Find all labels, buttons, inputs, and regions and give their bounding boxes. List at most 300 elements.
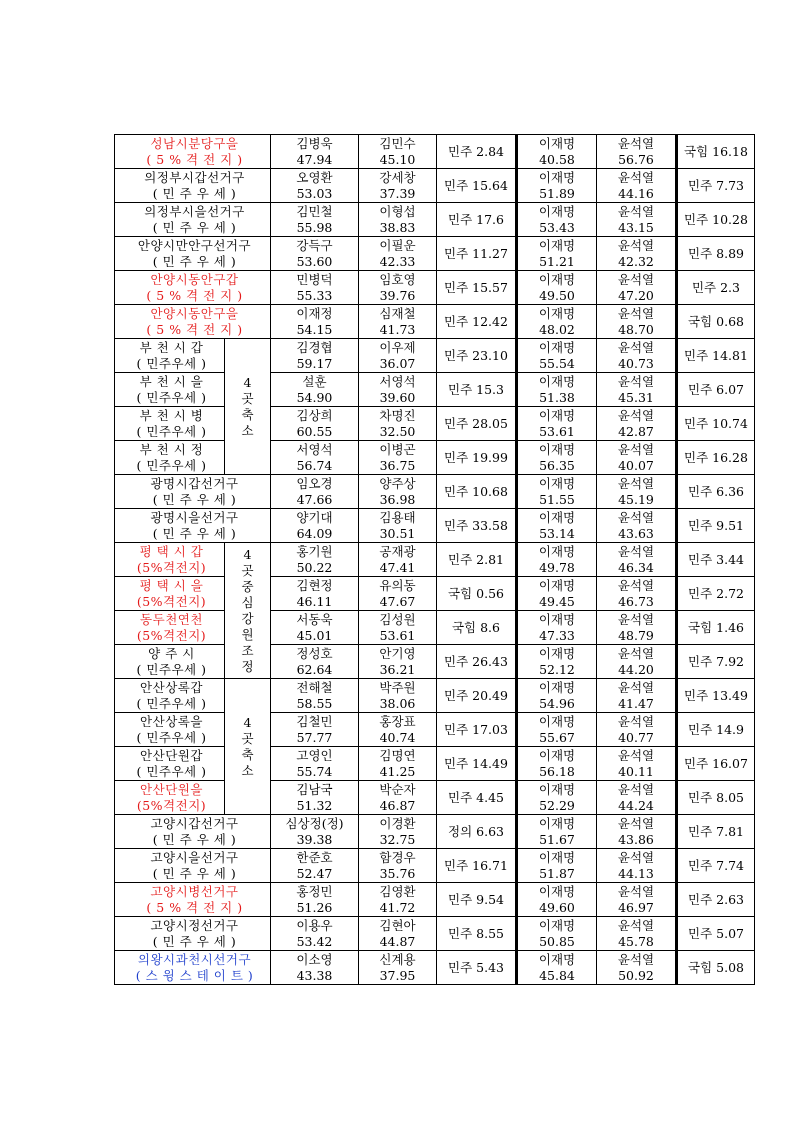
candidate-2-vote: 45.10 [379, 151, 416, 167]
yoon-vote: 46.34 [618, 559, 654, 575]
margin-value: 민주 8.55 [448, 925, 504, 941]
table-row [115, 645, 755, 679]
presidential-lee-cell [517, 917, 597, 951]
yoon-name: 윤석열 [617, 781, 655, 797]
margin-cell [437, 373, 517, 407]
candidate-1-name: 한준호 [296, 849, 333, 865]
margin-value: 민주 14.49 [444, 755, 508, 771]
yoon-vote: 40.07 [618, 457, 654, 473]
district-note: ( 민주우세 ) [136, 661, 207, 677]
candidate-1-cell [271, 611, 359, 645]
candidate-2-cell [359, 237, 437, 271]
yoon-name: 윤석열 [617, 543, 655, 559]
margin-cell [437, 305, 517, 339]
candidate-2-name: 김명연 [379, 747, 416, 763]
candidate-1-name: 전해철 [296, 679, 333, 695]
presidential-yoon-cell [597, 543, 677, 577]
candidate-1-cell [271, 441, 359, 475]
presidential-margin-value: 민주 16.28 [684, 449, 748, 465]
candidate-1-name: 김민철 [296, 203, 333, 219]
margin-value: 민주 11.27 [444, 245, 508, 261]
margin-cell [437, 611, 517, 645]
presidential-margin-cell [677, 339, 755, 373]
yoon-vote: 40.77 [618, 729, 654, 745]
candidate-1-name: 양기대 [296, 509, 333, 525]
lee-name: 이재명 [538, 883, 576, 899]
margin-value: 민주 20.49 [444, 687, 508, 703]
district-name: 부 천 시 을 [139, 373, 204, 389]
district-note: ( 5 % 격 전 지 ) [146, 151, 243, 167]
candidate-2-cell [359, 339, 437, 373]
yoon-name: 윤석열 [617, 441, 655, 457]
table-row [115, 237, 755, 271]
candidate-1-cell [271, 679, 359, 713]
district-name: 광명시을선거구 [150, 509, 239, 525]
candidate-2-vote: 37.39 [379, 185, 416, 201]
lee-vote: 51.87 [539, 865, 575, 881]
lee-vote: 55.67 [539, 729, 575, 745]
margin-cell [437, 271, 517, 305]
presidential-lee-cell [517, 951, 597, 985]
district-name: 부 천 시 갑 [139, 339, 204, 355]
table-row [115, 679, 755, 713]
margin-value: 민주 17.03 [444, 721, 508, 737]
table-row [115, 339, 755, 373]
presidential-yoon-cell [597, 781, 677, 815]
presidential-margin-cell [677, 645, 755, 679]
candidate-2-vote: 39.60 [379, 389, 416, 405]
group-label-char: 축 [241, 746, 254, 762]
candidate-2-name: 홍장표 [379, 713, 416, 729]
district-note: ( 민주우세 ) [136, 729, 207, 745]
presidential-margin-value: 민주 7.81 [688, 823, 744, 839]
presidential-margin-value: 민주 2.63 [688, 891, 744, 907]
group-label-cell [225, 679, 271, 815]
presidential-lee-cell [517, 679, 597, 713]
district-cell [115, 917, 271, 951]
candidate-1-cell [271, 713, 359, 747]
candidate-1-vote: 53.03 [296, 185, 333, 201]
candidate-1-name: 이재정 [296, 305, 333, 321]
candidate-2-cell [359, 407, 437, 441]
lee-vote: 49.50 [539, 287, 575, 303]
candidate-2-cell [359, 509, 437, 543]
presidential-margin-value: 민주 3.44 [688, 551, 744, 567]
candidate-2-vote: 39.76 [379, 287, 416, 303]
margin-value: 민주 28.05 [444, 415, 508, 431]
yoon-name: 윤석열 [617, 611, 655, 627]
district-cell [115, 407, 225, 441]
candidate-2-name: 박순자 [379, 781, 416, 797]
candidate-2-vote: 53.61 [379, 627, 416, 643]
presidential-yoon-cell [597, 305, 677, 339]
candidate-2-name: 임호영 [379, 271, 416, 287]
lee-name: 이재명 [538, 917, 576, 933]
presidential-lee-cell [517, 815, 597, 849]
presidential-yoon-cell [597, 645, 677, 679]
candidate-2-name: 이형섭 [379, 203, 416, 219]
yoon-vote: 50.92 [618, 967, 654, 983]
yoon-name: 윤석열 [617, 475, 655, 491]
candidate-1-vote: 53.60 [296, 253, 333, 269]
lee-name: 이재명 [538, 679, 576, 695]
yoon-name: 윤석열 [617, 509, 655, 525]
table-row [115, 407, 755, 441]
presidential-lee-cell [517, 509, 597, 543]
presidential-margin-cell [677, 475, 755, 509]
lee-vote: 51.67 [539, 831, 575, 847]
presidential-yoon-cell [597, 237, 677, 271]
presidential-margin-value: 민주 9.51 [688, 517, 744, 533]
yoon-vote: 46.73 [618, 593, 654, 609]
presidential-margin-value: 민주 2.3 [691, 279, 740, 295]
presidential-margin-value: 국힘 0.68 [688, 313, 744, 329]
candidate-1-vote: 55.33 [296, 287, 333, 303]
district-note: ( 민 주 우 세 ) [152, 253, 237, 269]
table-row [115, 169, 755, 203]
candidate-2-cell [359, 543, 437, 577]
table-row [115, 815, 755, 849]
margin-cell [437, 883, 517, 917]
presidential-margin-cell [677, 543, 755, 577]
candidate-2-name: 심재철 [379, 305, 416, 321]
candidate-2-vote: 40.74 [379, 729, 416, 745]
presidential-lee-cell [517, 849, 597, 883]
margin-cell [437, 475, 517, 509]
district-name: 고양시정선거구 [150, 917, 239, 933]
presidential-lee-cell [517, 883, 597, 917]
margin-value: 국힘 8.6 [451, 619, 500, 635]
yoon-vote: 40.11 [618, 763, 654, 779]
candidate-1-cell [271, 271, 359, 305]
group-label-char: 심 [241, 594, 254, 610]
margin-value: 민주 5.43 [448, 959, 504, 975]
candidate-2-vote: 46.87 [379, 797, 416, 813]
lee-vote: 48.02 [539, 321, 575, 337]
candidate-2-name: 이경환 [379, 815, 416, 831]
lee-vote: 47.33 [539, 627, 575, 643]
district-cell [115, 475, 271, 509]
district-cell [115, 883, 271, 917]
table-row [115, 271, 755, 305]
presidential-lee-cell [517, 373, 597, 407]
candidate-1-cell [271, 305, 359, 339]
candidate-1-vote: 56.74 [296, 457, 333, 473]
yoon-vote: 43.63 [618, 525, 654, 541]
candidate-1-vote: 51.32 [296, 797, 333, 813]
candidate-1-cell [271, 407, 359, 441]
candidate-1-name: 김상희 [296, 407, 333, 423]
candidate-2-cell [359, 645, 437, 679]
district-note: ( 민 주 우 세 ) [152, 865, 237, 881]
group-label-char: 조 [241, 642, 254, 658]
district-name: 안산상록을 [140, 713, 203, 729]
candidate-2-cell [359, 203, 437, 237]
presidential-yoon-cell [597, 917, 677, 951]
presidential-lee-cell [517, 577, 597, 611]
district-cell [115, 339, 225, 373]
margin-value: 민주 4.45 [448, 789, 504, 805]
margin-cell [437, 509, 517, 543]
lee-vote: 54.96 [539, 695, 575, 711]
table-row [115, 305, 755, 339]
candidate-1-cell [271, 815, 359, 849]
lee-vote: 52.12 [539, 661, 575, 677]
candidate-1-name: 임오경 [296, 475, 333, 491]
candidate-2-name: 김민수 [379, 135, 416, 151]
margin-cell [437, 849, 517, 883]
presidential-yoon-cell [597, 679, 677, 713]
lee-vote: 45.84 [539, 967, 575, 983]
yoon-vote: 46.97 [618, 899, 654, 915]
candidate-1-name: 홍기원 [296, 543, 333, 559]
district-name: 안양시동안구갑 [150, 271, 239, 287]
candidate-2-vote: 44.87 [379, 933, 416, 949]
table-row [115, 951, 755, 985]
margin-cell [437, 135, 517, 169]
presidential-lee-cell [517, 135, 597, 169]
district-note: ( 5 % 격 전 지 ) [146, 321, 243, 337]
candidate-1-vote: 64.09 [296, 525, 333, 541]
lee-name: 이재명 [538, 305, 576, 321]
district-cell [115, 373, 225, 407]
table-row [115, 135, 755, 169]
candidate-2-vote: 37.95 [379, 967, 416, 983]
presidential-yoon-cell [597, 441, 677, 475]
district-note: ( 민주우세 ) [136, 355, 207, 371]
candidate-2-cell [359, 713, 437, 747]
presidential-margin-value: 민주 8.05 [688, 789, 744, 805]
presidential-margin-cell [677, 203, 755, 237]
margin-value: 정의 6.63 [448, 823, 504, 839]
margin-cell [437, 407, 517, 441]
district-cell [115, 849, 271, 883]
lee-name: 이재명 [538, 577, 576, 593]
candidate-1-vote: 47.66 [296, 491, 333, 507]
group-label-cell [225, 543, 271, 679]
candidate-1-vote: 54.15 [296, 321, 333, 337]
presidential-margin-cell [677, 373, 755, 407]
yoon-vote: 41.47 [618, 695, 654, 711]
district-name: 평 택 시 갑 [139, 543, 204, 559]
candidate-1-vote: 62.64 [296, 661, 333, 677]
district-cell [115, 815, 271, 849]
presidential-margin-value: 민주 7.74 [688, 857, 744, 873]
candidate-2-vote: 32.50 [379, 423, 416, 439]
presidential-margin-cell [677, 611, 755, 645]
yoon-vote: 47.20 [618, 287, 654, 303]
district-name: 광명시갑선거구 [150, 475, 239, 491]
yoon-name: 윤석열 [617, 747, 655, 763]
margin-value: 민주 33.58 [444, 517, 508, 533]
group-label-char: 곳 [241, 730, 254, 746]
candidate-2-cell [359, 679, 437, 713]
presidential-margin-value: 민주 16.07 [684, 755, 748, 771]
presidential-margin-value: 민주 2.72 [688, 585, 744, 601]
candidate-1-vote: 52.47 [296, 865, 333, 881]
yoon-vote: 56.76 [618, 151, 654, 167]
presidential-yoon-cell [597, 883, 677, 917]
candidate-2-vote: 47.67 [379, 593, 416, 609]
presidential-yoon-cell [597, 815, 677, 849]
candidate-1-cell [271, 203, 359, 237]
district-name: 의정부시갑선거구 [144, 169, 245, 185]
district-note: (5%격전지) [136, 797, 207, 813]
district-note: ( 민주우세 ) [136, 457, 207, 473]
lee-name: 이재명 [538, 203, 576, 219]
group-label-char: 정 [241, 658, 254, 674]
group-label-char: 4 [243, 546, 252, 562]
district-cell [115, 203, 271, 237]
candidate-1-vote: 39.38 [296, 831, 333, 847]
candidate-2-vote: 38.83 [379, 219, 416, 235]
lee-name: 이재명 [538, 407, 576, 423]
presidential-margin-value: 민주 10.28 [684, 211, 748, 227]
margin-cell [437, 441, 517, 475]
candidate-2-vote: 38.06 [379, 695, 416, 711]
yoon-name: 윤석열 [617, 169, 655, 185]
candidate-1-name: 고영인 [296, 747, 333, 763]
candidate-2-cell [359, 577, 437, 611]
presidential-margin-value: 국힘 1.46 [688, 619, 744, 635]
presidential-margin-cell [677, 441, 755, 475]
candidate-2-cell [359, 747, 437, 781]
candidate-2-name: 김성원 [379, 611, 416, 627]
yoon-vote: 40.73 [618, 355, 654, 371]
candidate-2-vote: 30.51 [379, 525, 416, 541]
candidate-2-name: 차명진 [379, 407, 416, 423]
yoon-vote: 45.78 [618, 933, 654, 949]
district-cell [115, 577, 225, 611]
presidential-margin-cell [677, 815, 755, 849]
group-label-char: 중 [241, 578, 254, 594]
presidential-lee-cell [517, 407, 597, 441]
table-row [115, 373, 755, 407]
lee-name: 이재명 [538, 611, 576, 627]
margin-value: 민주 2.84 [448, 143, 504, 159]
district-name: 고양시갑선거구 [150, 815, 239, 831]
yoon-name: 윤석열 [617, 237, 655, 253]
district-cell [115, 509, 271, 543]
lee-vote: 49.45 [539, 593, 575, 609]
presidential-yoon-cell [597, 951, 677, 985]
candidate-1-name: 이용우 [296, 917, 333, 933]
table-row [115, 441, 755, 475]
margin-value: 민주 15.57 [444, 279, 508, 295]
candidate-1-vote: 45.01 [296, 627, 333, 643]
district-note: ( 민 주 우 세 ) [152, 219, 237, 235]
margin-cell [437, 951, 517, 985]
table-row [115, 543, 755, 577]
yoon-name: 윤석열 [617, 917, 655, 933]
candidate-1-vote: 47.94 [296, 151, 333, 167]
candidate-1-name: 서영석 [296, 441, 333, 457]
group-label-char: 소 [241, 762, 254, 778]
presidential-lee-cell [517, 203, 597, 237]
district-name: 동두천연천 [140, 611, 203, 627]
district-note: (5%격전지) [136, 559, 207, 575]
candidate-1-name: 서동욱 [296, 611, 333, 627]
table-row [115, 747, 755, 781]
candidate-2-name: 안기영 [379, 645, 416, 661]
presidential-yoon-cell [597, 271, 677, 305]
presidential-margin-cell [677, 169, 755, 203]
district-cell [115, 645, 225, 679]
margin-value: 민주 12.42 [444, 313, 508, 329]
district-name: 의왕시과천시선거구 [137, 951, 252, 967]
lee-name: 이재명 [538, 441, 576, 457]
presidential-lee-cell [517, 271, 597, 305]
margin-value: 민주 15.3 [448, 381, 504, 397]
district-note: ( 민 주 우 세 ) [152, 525, 237, 541]
candidate-1-cell [271, 169, 359, 203]
candidate-1-cell [271, 951, 359, 985]
district-note: ( 민주우세 ) [136, 389, 207, 405]
candidate-1-name: 민병덕 [296, 271, 333, 287]
lee-vote: 53.61 [539, 423, 575, 439]
candidate-2-vote: 41.72 [379, 899, 416, 915]
district-cell [115, 305, 271, 339]
lee-name: 이재명 [538, 135, 576, 151]
group-label-char: 원 [241, 626, 254, 642]
margin-cell [437, 543, 517, 577]
presidential-yoon-cell [597, 611, 677, 645]
lee-vote: 49.78 [539, 559, 575, 575]
yoon-name: 윤석열 [617, 679, 655, 695]
district-note: ( 5 % 격 전 지 ) [146, 287, 243, 303]
presidential-margin-cell [677, 305, 755, 339]
margin-value: 민주 9.54 [448, 891, 504, 907]
presidential-lee-cell [517, 611, 597, 645]
presidential-margin-cell [677, 679, 755, 713]
candidate-1-cell [271, 645, 359, 679]
yoon-name: 윤석열 [617, 849, 655, 865]
presidential-margin-value: 민주 14.81 [684, 347, 748, 363]
district-cell [115, 951, 271, 985]
district-name: 양 주 시 [148, 645, 195, 661]
presidential-yoon-cell [597, 373, 677, 407]
candidate-2-name: 서영석 [379, 373, 416, 389]
presidential-margin-value: 민주 7.73 [688, 177, 744, 193]
yoon-name: 윤석열 [617, 577, 655, 593]
presidential-margin-value: 민주 14.9 [688, 721, 744, 737]
district-name: 안산단원갑 [140, 747, 203, 763]
yoon-name: 윤석열 [617, 713, 655, 729]
district-name: 성남시분당구을 [150, 135, 239, 151]
candidate-1-cell [271, 543, 359, 577]
candidate-1-cell [271, 577, 359, 611]
margin-cell [437, 917, 517, 951]
lee-name: 이재명 [538, 747, 576, 763]
candidate-1-vote: 59.17 [296, 355, 333, 371]
candidate-1-name: 오영환 [296, 169, 333, 185]
yoon-name: 윤석열 [617, 951, 655, 967]
presidential-lee-cell [517, 475, 597, 509]
candidate-1-name: 심상정(정) [285, 815, 344, 831]
candidate-2-name: 이우제 [379, 339, 416, 355]
candidate-2-cell [359, 849, 437, 883]
district-name: 의정부시을선거구 [144, 203, 245, 219]
yoon-vote: 43.15 [618, 219, 654, 235]
candidate-1-vote: 53.42 [296, 933, 333, 949]
yoon-name: 윤석열 [617, 271, 655, 287]
presidential-yoon-cell [597, 339, 677, 373]
yoon-name: 윤석열 [617, 305, 655, 321]
margin-value: 민주 17.6 [448, 211, 504, 227]
candidate-2-name: 김용태 [379, 509, 416, 525]
candidate-2-name: 김현아 [379, 917, 416, 933]
candidate-1-vote: 43.38 [296, 967, 333, 983]
